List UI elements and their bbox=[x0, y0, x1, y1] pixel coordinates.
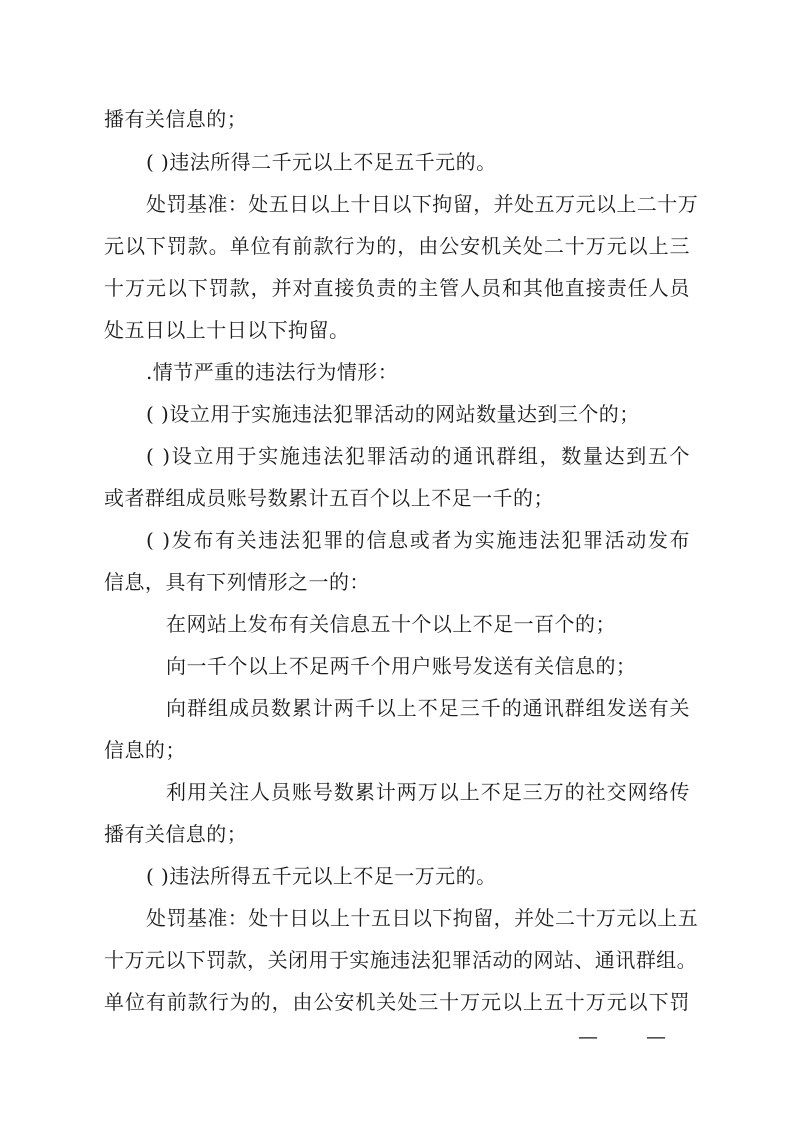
footer-left-dash: — bbox=[578, 1024, 598, 1048]
text-line-12: 信息，具有下列情形之一的： bbox=[104, 570, 370, 594]
text-line-13: 在网站上发布有关信息五十个以上不足一百个的； bbox=[166, 612, 616, 636]
text-line-10: 或者群组成员账号数累计五百个以上不足一千的； bbox=[104, 486, 554, 510]
text-line-15: 向群组成员数累计两千以上不足三千的通讯群组发送有关 bbox=[166, 696, 690, 720]
text-line-20: 处罚基准：处十日以上十五日以下拘留，并处二十万元以上五 bbox=[146, 906, 699, 930]
text-line-14: 向一千个以上不足两千个用户账号发送有关信息的； bbox=[166, 654, 637, 678]
text-line-5: 十万元以下罚款，并对直接负责的主管人员和其他直接责任人员 bbox=[104, 276, 690, 300]
text-line-4: 元以下罚款。单位有前款行为的，由公安机关处二十万元以上三 bbox=[104, 234, 690, 258]
text-line-9: ( )设立用于实施违法犯罪活动的通讯群组，数量达到五个 bbox=[146, 444, 690, 468]
text-line-2: ( )违法所得二千元以上不足五千元的。 bbox=[146, 150, 497, 174]
text-line-16: 信息的； bbox=[104, 738, 186, 762]
text-line-19: ( )违法所得五千元以上不足一万元的。 bbox=[146, 864, 497, 888]
text-line-11: ( )发布有关违法犯罪的信息或者为实施违法犯罪活动发布 bbox=[146, 528, 690, 552]
text-line-1: 播有关信息的； bbox=[104, 107, 248, 131]
text-line-22: 单位有前款行为的，由公安机关处三十万元以上五十万元以下罚 bbox=[104, 990, 690, 1014]
text-line-18: 播有关信息的； bbox=[104, 822, 248, 846]
text-line-17: 利用关注人员账号数累计两万以上不足三万的社交网络传 bbox=[166, 780, 690, 804]
text-line-8: ( )设立用于实施违法犯罪活动的网站数量达到三个的； bbox=[146, 402, 640, 426]
footer-right-dash: — bbox=[646, 1024, 666, 1048]
text-line-7: .情节严重的违法行为情形： bbox=[146, 360, 399, 384]
text-line-3: 处罚基准：处五日以上十日以下拘留，并处五万元以上二十万 bbox=[146, 192, 699, 216]
text-line-21: 十万元以下罚款，关闭用于实施违法犯罪活动的网站、通讯群组。 bbox=[104, 948, 698, 972]
text-line-6: 处五日以上十日以下拘留。 bbox=[104, 318, 350, 342]
